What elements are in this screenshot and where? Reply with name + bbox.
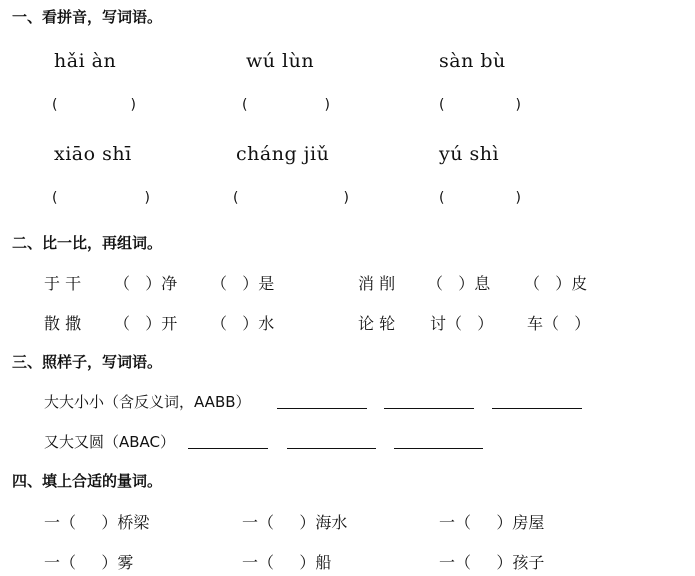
measure-word-fill[interactable]: 一（ ）海水 [242,513,348,532]
word-fill[interactable]: （ ）是 [211,274,275,293]
measure-word-fill[interactable]: 一（ ）房屋 [439,513,545,532]
answer-blank-5[interactable]: ( ) [233,190,349,206]
section-3-heading: 三、照样子，写词语。 [12,353,163,371]
char-pair: 消 削 [358,274,396,293]
answer-line[interactable] [188,448,268,449]
word-fill[interactable]: 车（ ） [527,314,591,333]
pinyin-5: cháng jiǔ [236,143,330,165]
word-fill[interactable]: 讨（ ） [430,314,494,333]
measure-word-fill[interactable]: 一（ ）孩子 [439,553,545,572]
answer-line[interactable] [492,408,582,409]
word-fill[interactable]: （ ）水 [211,314,275,333]
char-pair: 散 撒 [44,314,82,333]
answer-line[interactable] [394,448,483,449]
pinyin-6: yú shì [439,143,500,165]
word-fill[interactable]: （ ）开 [114,314,178,333]
word-fill[interactable]: （ ）息 [427,274,491,293]
word-fill[interactable]: （ ）净 [114,274,178,293]
pinyin-3: sàn bù [439,50,506,72]
answer-line[interactable] [384,408,474,409]
example-aabb: 大大小小（含反义词，AABB） [44,393,251,411]
answer-blank-3[interactable]: ( ) [439,97,521,113]
section-1-heading: 一、看拼音，写词语。 [12,8,163,26]
word-fill[interactable]: （ ）皮 [524,274,588,293]
answer-line[interactable] [277,408,367,409]
answer-blank-6[interactable]: ( ) [439,190,521,206]
pinyin-1: hǎi àn [54,50,117,72]
section-2-heading: 二、比一比，再组词。 [12,234,163,252]
pinyin-2: wú lùn [246,50,315,72]
pinyin-4: xiāo shī [54,143,132,165]
section-4-heading: 四、填上合适的量词。 [12,472,163,490]
measure-word-fill[interactable]: 一（ ）桥梁 [44,513,150,532]
char-pair: 论 轮 [358,314,396,333]
char-pair: 于 干 [44,274,82,293]
answer-blank-2[interactable]: ( ) [242,97,330,113]
answer-blank-1[interactable]: ( ) [52,97,136,113]
answer-blank-4[interactable]: ( ) [52,190,150,206]
example-abac: 又大又圆（ABAC） [44,433,176,451]
measure-word-fill[interactable]: 一（ ）船 [242,553,332,572]
answer-line[interactable] [287,448,376,449]
measure-word-fill[interactable]: 一（ ）雾 [44,553,134,572]
